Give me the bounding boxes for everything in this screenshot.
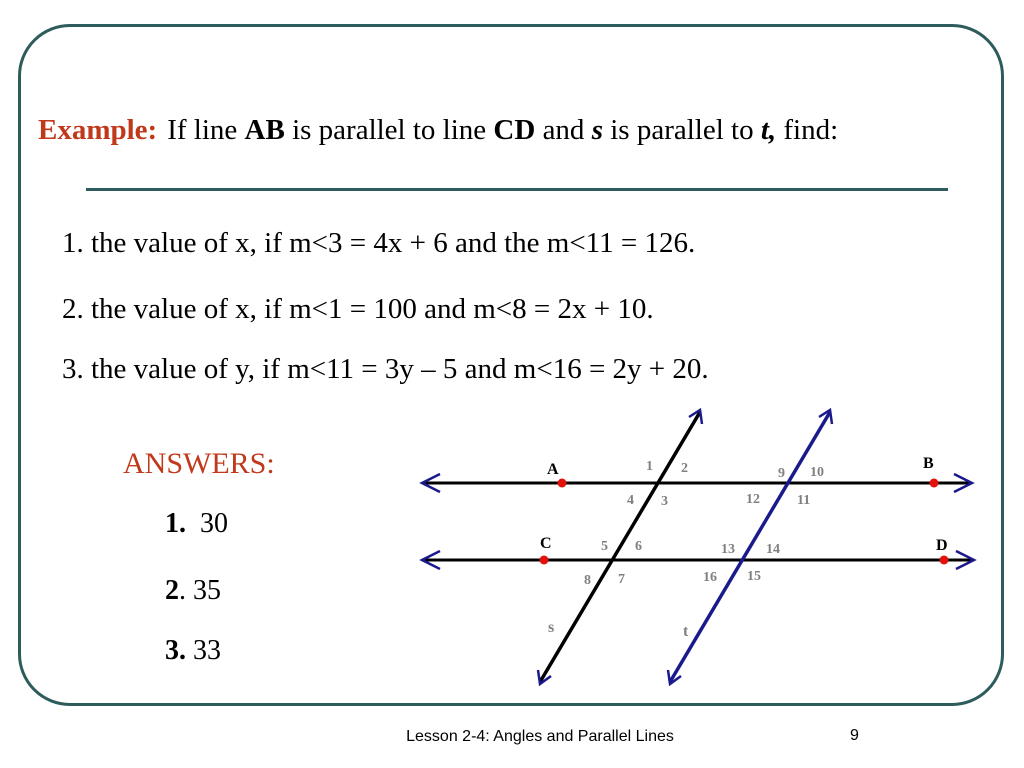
angle-10-label: 10 — [810, 465, 824, 480]
example-text-1: If line — [167, 114, 245, 146]
angle-13-label: 13 — [721, 542, 735, 557]
question-1: 1. the value of x, if m<3 = 4x + 6 and the m<11 = 126. — [62, 227, 696, 259]
angle-6-label: 6 — [635, 539, 642, 554]
point-a — [558, 479, 567, 488]
transversal-s-label: s — [548, 619, 555, 636]
angle-9-label: 9 — [778, 466, 785, 481]
point-c-label: C — [540, 535, 552, 552]
angle-16-label: 16 — [703, 570, 717, 585]
answer-3-number: 3. — [165, 635, 186, 666]
point-b-label: B — [923, 455, 934, 472]
point-a-label: A — [547, 461, 559, 478]
angle-8-label: 8 — [584, 573, 591, 588]
angle-4-label: 4 — [627, 493, 634, 508]
footer-lesson-title: Lesson 2-4: Angles and Parallel Lines — [406, 728, 674, 745]
footer-page-number: 9 — [850, 727, 859, 744]
point-c — [540, 556, 549, 565]
angle-5-label: 5 — [601, 539, 608, 554]
angle-3-label: 3 — [661, 494, 668, 509]
angle-1-label: 1 — [646, 459, 653, 474]
angle-15-label: 15 — [747, 569, 761, 584]
transversal-s — [540, 412, 700, 682]
question-2: 2. the value of x, if m<1 = 100 and m<8 = 2x + 10. — [62, 293, 654, 325]
point-d — [940, 556, 949, 565]
answer-2-number: 2 — [165, 575, 179, 606]
question-3: 3. the value of y, if m<11 = 3y – 5 and m<16 = 2y + 20. — [62, 353, 709, 385]
point-b — [930, 479, 939, 488]
answer-2-value: 35 — [193, 575, 221, 606]
transversal-t-label: t — [683, 623, 689, 640]
line-s-label: s — [591, 114, 603, 146]
example-text-2: is parallel to line — [284, 114, 494, 146]
example-text-4: is parallel to — [602, 114, 761, 146]
example-label: Example: — [38, 114, 158, 146]
angle-2-label: 2 — [681, 461, 688, 476]
point-d-label: D — [936, 537, 948, 554]
angle-12-label: 12 — [746, 492, 760, 507]
angle-11-label: 11 — [797, 493, 811, 508]
answer-1-number: 1. — [165, 508, 186, 539]
angle-14-label: 14 — [766, 542, 780, 557]
line-t-label: t, — [760, 114, 777, 146]
example-text-3: and — [535, 114, 592, 146]
answer-2-sep: . — [179, 575, 193, 606]
line-cd-label: CD — [493, 114, 536, 146]
answer-1-value: 30 — [200, 508, 228, 539]
example-text-5: find: — [776, 114, 839, 146]
answer-3-value: 33 — [193, 635, 221, 666]
angle-7-label: 7 — [618, 572, 625, 587]
transversal-t — [670, 412, 830, 682]
answers-title: ANSWERS: — [123, 447, 275, 480]
line-ab-label: AB — [244, 114, 285, 146]
